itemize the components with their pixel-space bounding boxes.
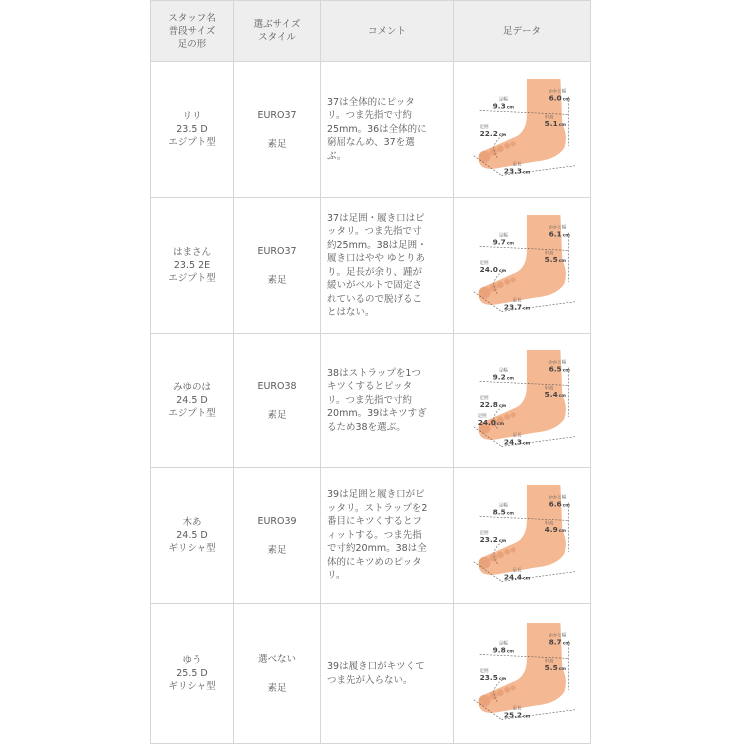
measure-label: かかと幅 — [548, 90, 567, 96]
staff-name: リリ — [182, 111, 202, 122]
measure-label: 足長 — [512, 706, 522, 712]
table-row — [151, 334, 591, 468]
measure-label: 足幅 — [498, 641, 508, 647]
measure-value — [549, 500, 571, 509]
measure-value — [545, 526, 567, 535]
measure-unit: cm — [562, 641, 570, 647]
comment-line: 39は足囲と履き口がピ — [327, 489, 425, 501]
measure-unit: cm — [506, 511, 514, 517]
comment-cell — [321, 468, 454, 604]
measure-unit: cm — [523, 306, 531, 312]
measure-number: 9.8 — [492, 645, 506, 655]
measure-label: 足長 — [512, 433, 522, 439]
comment-cell — [321, 62, 454, 198]
comment-line: れているので脱げるこ — [327, 293, 423, 305]
measure-label: 足囲 — [479, 531, 489, 537]
foot-diagram — [458, 346, 586, 454]
measure-number: 8.7 — [548, 637, 562, 647]
measure-value — [549, 638, 571, 647]
table-row — [151, 198, 591, 334]
header-comment: コメント — [321, 1, 454, 62]
measure-number: 6.0 — [548, 93, 562, 103]
chosen-size: EURO37 — [257, 245, 297, 257]
foot-data-cell — [454, 62, 591, 198]
measure-value — [549, 230, 571, 239]
measure-unit: cm — [498, 133, 507, 139]
toe — [497, 146, 504, 153]
measure-number: 9.2 — [492, 372, 506, 382]
measure-unit: cm — [558, 259, 566, 265]
measure-unit: cm — [498, 539, 507, 545]
measure-value — [545, 391, 567, 400]
measure-label: 足長 — [512, 162, 522, 168]
toe — [511, 278, 516, 283]
chosen-size: EURO39 — [257, 515, 297, 527]
spacer — [234, 122, 320, 138]
measure-label: 足囲 — [479, 669, 489, 675]
toe — [504, 687, 510, 693]
spacer — [234, 666, 320, 682]
measure-label: 足幅 — [498, 368, 508, 374]
measure-number: 24.4 — [503, 572, 523, 582]
measure-label: 足幅 — [498, 233, 508, 239]
size-cell — [234, 334, 321, 468]
comment-line: 緩いがベルトで固定さ — [327, 280, 423, 291]
measure-number: 22.2 — [479, 129, 498, 139]
measure-unit: cm — [498, 404, 507, 410]
measure-unit: cm — [506, 376, 514, 382]
spacer — [234, 528, 320, 544]
measure-number: 5.4 — [544, 390, 558, 400]
staff-cell — [151, 468, 234, 604]
foot-shape: エジプト型 — [168, 137, 216, 148]
toe — [504, 279, 510, 285]
measure-number: 9.3 — [492, 101, 506, 111]
staff-name: ゆう — [182, 655, 202, 666]
comment-line: るため38を選ぶ。 — [327, 421, 406, 433]
measure-unit: cm — [562, 97, 570, 103]
foot-data-cell — [454, 198, 591, 334]
measure-unit: cm — [523, 714, 531, 720]
foot-diagram — [458, 211, 586, 319]
toe — [490, 148, 498, 156]
toe — [497, 552, 504, 559]
measure-value — [504, 711, 531, 720]
measure-number: 6.5 — [548, 364, 562, 374]
measure-number: 22.8 — [479, 400, 498, 410]
comment-line: り。足長が余り、踵が — [327, 266, 423, 278]
comment-line: 窮屈なんめ、37を選 — [327, 137, 415, 149]
toe — [511, 686, 516, 691]
comment-line: 37は足囲・履き口はピ — [327, 212, 425, 224]
measure-unit: cm — [558, 667, 566, 673]
measure-value — [504, 303, 531, 312]
comment-line: 37は全体的にピッタ — [327, 96, 415, 108]
measure-number: 5.5 — [544, 663, 558, 673]
spacer — [234, 258, 320, 274]
measure-number: 6.6 — [548, 499, 562, 509]
comment-line: ッタリ。つま先指で寸 — [327, 226, 422, 237]
measure-number: 23.2 — [479, 535, 498, 545]
measure-number: 24.0 — [477, 418, 496, 428]
measure-value — [545, 120, 567, 129]
measure-unit: cm — [496, 422, 505, 428]
measure-value — [480, 265, 507, 274]
measure-number: 23.7 — [503, 302, 523, 312]
measure-unit: cm — [506, 649, 514, 655]
foot-diagram — [458, 75, 586, 183]
measure-unit: cm — [523, 576, 531, 582]
measure-unit: cm — [498, 677, 507, 683]
staff-cell — [151, 604, 234, 744]
measure-unit: cm — [562, 233, 570, 239]
measure-unit: cm — [558, 123, 566, 129]
comment-line: 25mm。36は全体的に — [327, 123, 427, 135]
measure-unit: cm — [506, 105, 514, 111]
measure-value — [480, 400, 507, 409]
wear-style: 素足 — [267, 138, 287, 150]
measure-unit: cm — [562, 503, 570, 509]
measure-label: 足囲 — [479, 261, 489, 267]
measure-unit: cm — [506, 241, 514, 247]
measure-number: 25.2 — [503, 710, 523, 720]
usual-size: 23.5 2E — [173, 260, 211, 271]
measure-unit: cm — [558, 529, 566, 535]
toe — [504, 143, 510, 149]
comment-line: リ。つま先指で寸約 — [327, 110, 413, 122]
size-cell — [234, 604, 321, 744]
foot-shape: ギリシャ型 — [168, 543, 216, 554]
foot-diagram — [458, 481, 586, 589]
measure-value — [480, 673, 507, 682]
measure-number: 9.7 — [492, 237, 506, 247]
measure-number: 8.5 — [492, 507, 506, 517]
measure-value — [493, 646, 515, 655]
measure-value — [549, 94, 571, 103]
toe — [504, 414, 510, 420]
foot-data-cell — [454, 334, 591, 468]
comment-line: リ。 — [327, 570, 346, 582]
staff-name: 木あ — [182, 517, 202, 528]
comment-line: ぶ。 — [327, 150, 347, 162]
foot-data-cell — [454, 604, 591, 744]
measure-label: 足囲 — [477, 414, 487, 420]
size-cell — [234, 468, 321, 604]
measure-label: 甲高 — [544, 115, 554, 121]
header-row — [151, 1, 591, 62]
usual-size: 24.5 D — [176, 395, 208, 406]
measure-number: 5.5 — [544, 255, 558, 265]
foot-diagram — [458, 619, 586, 727]
chosen-size: EURO37 — [257, 109, 297, 121]
comment-line: 約25mm。38は足囲・ — [327, 239, 427, 251]
comment-cell — [321, 334, 454, 468]
staff-cell — [151, 198, 234, 334]
measure-value — [493, 102, 515, 111]
size-cell — [234, 62, 321, 198]
measure-value — [545, 256, 567, 265]
comment-line: で寸約20mm。38は全 — [327, 543, 427, 555]
measure-number: 24.0 — [479, 265, 498, 275]
toe — [490, 554, 498, 562]
comment-line: キツくするとピッタ — [327, 381, 413, 393]
measure-value — [480, 535, 507, 544]
fit-table — [150, 0, 591, 744]
measure-label: 足長 — [512, 568, 522, 574]
header-foot-data: 足データ — [454, 1, 591, 62]
size-cell — [234, 198, 321, 334]
foot-shape: ギリシャ型 — [168, 681, 216, 692]
measure-label: 甲高 — [544, 251, 554, 257]
chosen-size: EURO38 — [257, 380, 297, 392]
measure-label: 足長 — [512, 298, 522, 304]
measure-label: かかと幅 — [548, 226, 567, 232]
staff-name: はまさん — [172, 247, 211, 258]
measure-value — [549, 365, 571, 374]
measure-label: かかと幅 — [548, 496, 567, 502]
comment-line: 体的にキツめのピッタ — [327, 556, 422, 568]
measure-number: 23.5 — [479, 673, 498, 683]
measure-label: 足幅 — [498, 503, 508, 509]
measure-number: 24.3 — [503, 437, 523, 447]
measure-label: かかと幅 — [548, 634, 567, 640]
measure-unit: cm — [523, 170, 531, 176]
staff-cell — [151, 62, 234, 198]
foot-data-cell — [454, 468, 591, 604]
measure-value — [545, 664, 567, 673]
measure-unit: cm — [523, 441, 531, 447]
wear-style: 素足 — [267, 544, 287, 556]
measure-label: かかと幅 — [548, 361, 567, 367]
wear-style: 素足 — [267, 274, 287, 286]
comment-line: 履き口はやや ゆとりあ — [327, 253, 426, 264]
toe — [504, 549, 510, 555]
comment-line: つま先が入らない。 — [327, 674, 413, 686]
comment-line: リ。つま先指で寸約 — [327, 394, 413, 406]
measure-number: 5.1 — [544, 119, 558, 129]
table-row — [151, 604, 591, 744]
toe — [497, 690, 504, 697]
measure-label: 甲高 — [544, 659, 554, 665]
toe — [511, 413, 516, 418]
comment-line: 番目にキツくするとフ — [327, 516, 423, 528]
foot-shape: エジプト型 — [168, 273, 216, 284]
measure-unit: cm — [558, 394, 566, 400]
usual-size: 23.5 D — [176, 124, 208, 135]
staff-cell — [151, 334, 234, 468]
staff-name: みゆのは — [172, 382, 211, 393]
wear-style: 素足 — [267, 409, 287, 421]
measure-number: 6.1 — [548, 229, 562, 239]
comment-line: ィットする。つま先指 — [327, 529, 422, 541]
toe — [511, 548, 516, 553]
measure-value — [493, 373, 515, 382]
toe — [497, 282, 504, 289]
measure-value — [493, 238, 515, 247]
table-row — [151, 468, 591, 604]
comment-cell — [321, 604, 454, 744]
toe — [490, 692, 498, 700]
measure-value — [504, 438, 531, 447]
comment-line: ッタリ。ストラップを2 — [327, 502, 428, 514]
measure-label: 足囲 — [479, 396, 489, 402]
measure-number: 23.3 — [503, 166, 523, 176]
header-staff: スタッフ名 普段サイズ 足の形 — [151, 1, 234, 62]
toe — [511, 142, 516, 147]
measure-unit: cm — [498, 269, 507, 275]
measure-label: 甲高 — [544, 521, 554, 527]
foot-shape: エジプト型 — [168, 408, 216, 419]
header-size-style: 選ぶサイズ スタイル — [234, 1, 321, 62]
comment-cell — [321, 198, 454, 334]
measure-value — [480, 129, 507, 138]
measure-value — [504, 573, 531, 582]
measure-label: 足幅 — [498, 97, 508, 103]
chosen-size: 選べない — [257, 653, 296, 665]
comment-line: 38はストラップを1つ — [327, 367, 421, 379]
wear-style: 素足 — [267, 682, 287, 694]
comment-line: とはない。 — [327, 307, 375, 318]
usual-size: 25.5 D — [176, 668, 208, 679]
measure-number: 4.9 — [544, 525, 558, 535]
measure-label: 足囲 — [479, 125, 489, 131]
usual-size: 24.5 D — [176, 530, 208, 541]
measure-value — [493, 508, 515, 517]
spacer — [234, 393, 320, 409]
measure-value — [504, 167, 531, 176]
measure-label: 甲高 — [544, 386, 554, 392]
measure-unit: cm — [562, 368, 570, 374]
toe — [490, 284, 498, 292]
comment-line: 39は履き口がキツくて — [327, 661, 425, 672]
comment-line: 20mm。39はキツすぎ — [327, 408, 427, 420]
table-row — [151, 62, 591, 198]
